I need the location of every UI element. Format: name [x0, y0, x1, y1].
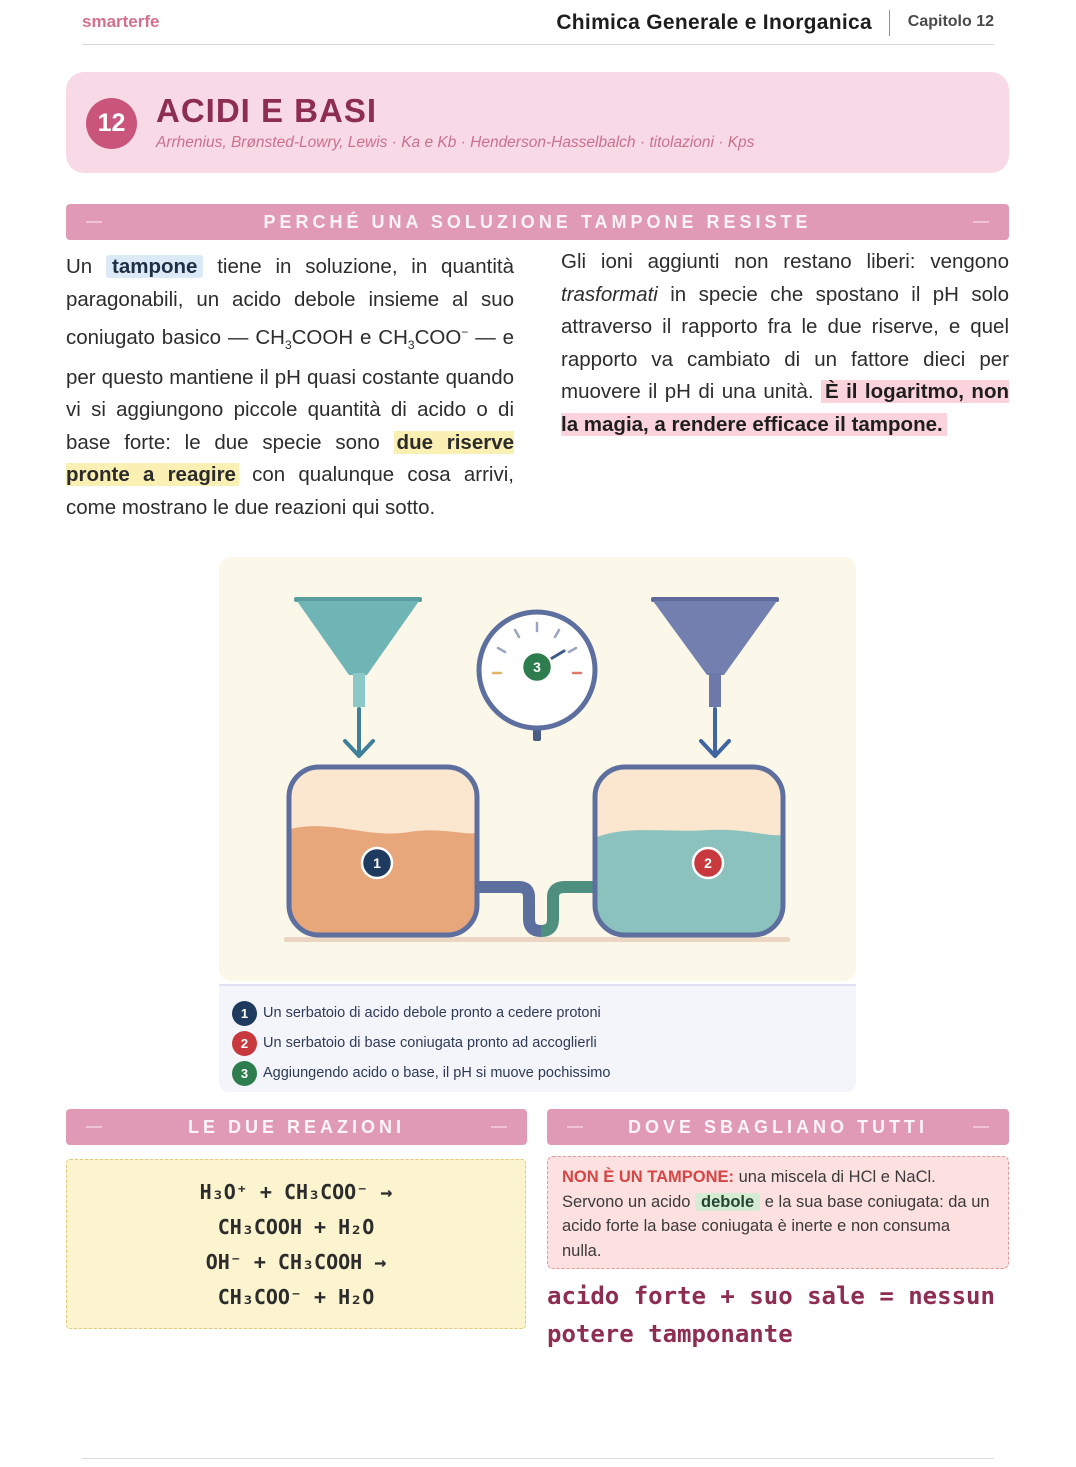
text-span: in specie che spostano il pH solo attraverso il rapporto fra le due riserve, e quel rapporto va cambiato di un fattore dieci per muovere il pH di una unità. — [561, 282, 1009, 404]
section-title: LE DUE REAZIONI — [187, 1116, 405, 1137]
text-span: con qualunque cosa arrivi, come mostrano le due reazioni qui sotto. — [66, 463, 514, 520]
section-title: PERCHÉ UNA SOLUZIONE TAMPONE RESISTE — [263, 211, 812, 232]
chapter-number-badge: 12 — [86, 98, 137, 149]
reaction-line: CH₃COO⁻ + H₂O — [217, 1285, 375, 1309]
chapter-reference: Capitolo 12 — [907, 13, 994, 30]
section-dash-left: — — [567, 1118, 583, 1135]
marker-2 — [693, 848, 723, 878]
legend-marker-1: 1 — [232, 1001, 257, 1026]
page-header — [82, 0, 994, 45]
section-header-mistakes — [547, 1109, 1009, 1145]
section-dash-right: — — [973, 1118, 989, 1135]
term-tampone: tampone — [106, 255, 203, 278]
svg-text:3: 3 — [533, 659, 541, 675]
section-dash-left: — — [86, 1118, 102, 1135]
section-dash-right: — — [491, 1118, 507, 1135]
arrow-down-right-icon — [701, 709, 729, 756]
legend-item-ph — [232, 1060, 610, 1086]
text-span: tiene in soluzione, in quantità paragonabili, un acido debole insieme al suo coniugato basico — CH — [66, 255, 514, 350]
illustration-canvas — [219, 557, 856, 981]
text-span: Un — [66, 255, 106, 278]
legend-text: Un serbatoio di acido debole pronto a cedere protoni — [263, 1005, 601, 1021]
legend-text: Un serbatoio di base coniugata pronto ad accoglierli — [263, 1035, 597, 1051]
legend-item-acid — [232, 1000, 601, 1026]
legend-marker-2: 2 — [232, 1031, 257, 1056]
funnel-right-icon — [651, 597, 779, 707]
chapter-subtitle: Arrhenius, Brønsted-Lowry, Lewis · Ka e Kb · Henderson-Hasselbalch · titolazioni · Kps — [156, 134, 755, 151]
ground-line — [284, 937, 790, 942]
paragraph-buffer-intro — [66, 251, 514, 525]
buffer-illustration — [219, 557, 856, 1090]
chapter-title: ACIDI E BASI — [156, 92, 378, 129]
brand-name: smarterfe — [82, 12, 160, 31]
handwritten-note: acido forte + suo sale = nessun potere tamponante — [547, 1282, 995, 1348]
svg-text:2: 2 — [704, 855, 712, 871]
text-span: Gli ioni aggiunti non restano liberi: vengono — [561, 250, 1009, 273]
legend-marker-3: 3 — [232, 1061, 257, 1086]
highlight-logarithm: È il logaritmo, non la magia, a rendere efficace il tampone. — [561, 380, 1009, 436]
reaction-line: OH⁻ + CH₃COOH → — [205, 1250, 387, 1274]
subscript: 3 — [284, 338, 292, 353]
marker-3 — [522, 652, 552, 682]
highlight-two-reserves: due riserve pronte a reagire — [66, 430, 514, 487]
connecting-pipe — [477, 887, 597, 931]
section-dash-left: — — [86, 213, 102, 230]
text-span: una miscela di HCl e NaCl. Servono un acido — [562, 1168, 936, 1211]
section-header-reactions — [66, 1109, 527, 1145]
illustration-svg — [219, 557, 856, 981]
book-title: Chimica Generale e Inorganica — [556, 11, 872, 34]
header-divider — [889, 10, 891, 36]
text-span: COOH e CH — [291, 326, 408, 350]
text-span: — e per questo mantiene il pH quasi costante quando vi si aggiungono piccole quantità di acido o di base forte: le due specie sono — [66, 326, 514, 454]
paragraph-buffer-logarithm — [561, 246, 1009, 442]
warning-label: NON È UN TAMPONE: — [562, 1168, 735, 1186]
term-debole: debole — [695, 1193, 760, 1211]
chapter-banner — [66, 72, 1009, 173]
superscript: − — [461, 325, 469, 340]
section-title: DOVE SBAGLIANO TUTTI — [628, 1116, 928, 1137]
section-dash-right: — — [973, 213, 989, 230]
section-header-buffer — [66, 204, 1009, 240]
legend-text: Aggiungendo acido o base, il pH si muove pochissimo — [263, 1065, 611, 1081]
legend-item-base — [232, 1030, 597, 1056]
reaction-line: H₃O⁺ + CH₃COO⁻ → — [199, 1180, 393, 1204]
illustration-legend — [219, 984, 856, 1092]
tank-base-icon — [595, 767, 783, 935]
reaction-line: CH₃COOH + H₂O — [217, 1215, 375, 1239]
emphasis-trasformati: trasformati — [561, 282, 658, 306]
common-mistake-box — [547, 1156, 1009, 1269]
marker-1 — [362, 848, 392, 878]
funnel-left-icon — [294, 597, 422, 707]
svg-text:1: 1 — [373, 855, 381, 871]
text-span: COO — [414, 326, 462, 350]
footer-rule — [82, 1458, 994, 1459]
arrow-down-left-icon — [345, 709, 373, 756]
subscript: 3 — [407, 338, 415, 353]
reactions-box — [66, 1159, 526, 1329]
text-span: e la sua base coniugata: da un acido forte la base coniugata è inerte e non consuma nulla. — [562, 1192, 990, 1260]
